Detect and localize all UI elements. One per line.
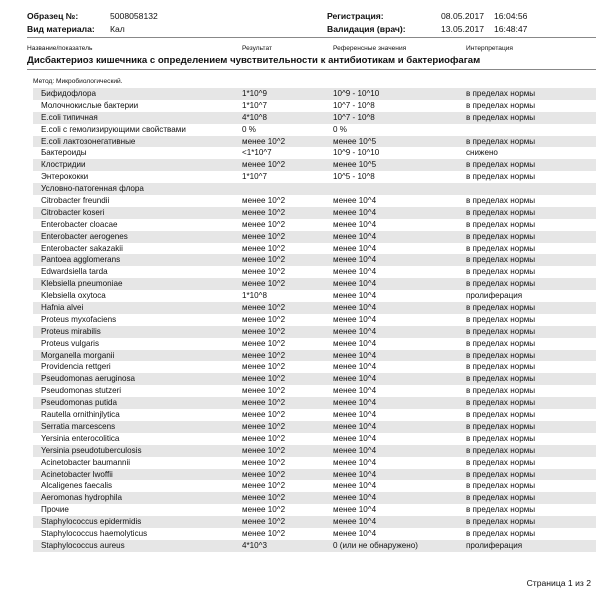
cell-name: E.coli типичная [41,112,98,122]
cell-result: менее 10^2 [242,410,286,420]
cell-interpretation: снижено [466,148,498,158]
table-row [33,469,596,481]
cell-interpretation: в пределах нормы [466,374,536,384]
table-row [33,433,596,445]
cell-result: менее 10^2 [242,303,286,313]
cell-interpretation: в пределах нормы [466,528,536,538]
cell-name: Morganella morganii [41,350,115,360]
sample-number: 5008058132 [110,11,158,21]
cell-reference: менее 10^4 [333,267,377,277]
cell-name: Proteus vulgaris [41,338,100,348]
cell-name: Citrobacter koseri [41,207,105,217]
cell-reference: менее 10^4 [333,410,377,420]
cell-interpretation: в пределах нормы [466,493,536,503]
cell-name: Staphylococcus haemolyticus [41,528,148,538]
cell-result: менее 10^2 [242,469,286,479]
cell-name: Klebsiella oxytoca [41,291,106,301]
cell-reference: менее 10^5 [333,136,377,146]
table-row [33,540,596,552]
cell-result: менее 10^2 [242,445,286,455]
cell-result: менее 10^2 [242,279,286,289]
table-row [33,480,596,492]
cell-result: менее 10^2 [242,362,286,372]
cell-interpretation: в пределах нормы [466,457,536,467]
cell-interpretation: в пределах нормы [466,196,536,206]
results-table [33,88,596,552]
table-row [33,361,596,373]
cell-name: Staphylococcus aureus [41,540,125,550]
table-row [33,88,596,100]
cell-interpretation: в пределах нормы [466,505,536,515]
cell-reference: менее 10^4 [333,362,377,372]
table-row [33,350,596,362]
table-row [33,492,596,504]
cell-name: Alcaligenes faecalis [41,481,113,491]
cell-interpretation: в пределах нормы [466,469,536,479]
table-row [33,445,596,457]
cell-reference: менее 10^4 [333,255,377,265]
table-row [33,397,596,409]
cell-reference: менее 10^4 [333,457,377,467]
cell-reference: менее 10^4 [333,433,377,443]
cell-reference: менее 10^4 [333,196,377,206]
table-row [33,243,596,255]
cell-interpretation: в пределах нормы [466,362,536,372]
cell-name: Бактероиды [41,148,87,158]
cell-name: Staphylococcus epidermidis [41,517,142,527]
cell-result: менее 10^2 [242,314,286,324]
cell-name: Proteus mirabilis [41,326,101,336]
cell-reference: менее 10^4 [333,469,377,479]
cell-result: менее 10^2 [242,505,286,515]
registration-label: Регистрация: [327,11,384,21]
table-row [33,409,596,421]
cell-reference: менее 10^4 [333,231,377,241]
cell-name: Pantoea agglomerans [41,255,121,265]
cell-reference: менее 10^4 [333,303,377,313]
report-title: Дисбактериоз кишечника с определением чувствительности к антибиотикам и бактериофагам [27,55,481,66]
cell-result: менее 10^2 [242,350,286,360]
cell-reference: 10^9 - 10^10 [333,89,380,98]
table-row [33,124,596,136]
cell-result: менее 10^2 [242,528,286,538]
column-header-name: Название/показатель [27,45,93,52]
cell-interpretation: в пределах нормы [466,267,536,277]
table-row [33,207,596,219]
cell-interpretation: в пределах нормы [466,207,536,217]
cell-reference: менее 10^4 [333,314,377,324]
cell-interpretation: в пределах нормы [466,386,536,396]
cell-result: менее 10^2 [242,207,286,217]
cell-name: Edwardsiella tarda [41,267,108,277]
cell-result: менее 10^2 [242,160,286,170]
cell-interpretation: в пределах нормы [466,136,536,146]
cell-reference: менее 10^4 [333,291,377,301]
cell-reference: менее 10^4 [333,386,377,396]
cell-interpretation: пролиферация [466,291,523,301]
cell-result: 4*10^3 [242,540,267,550]
cell-interpretation: в пределах нормы [466,279,536,289]
table-row [33,338,596,350]
cell-result: менее 10^2 [242,374,286,384]
cell-result: менее 10^2 [242,219,286,229]
cell-name: Rautella ornithinjlytica [41,410,120,420]
cell-interpretation: в пределах нормы [466,172,536,182]
sample-label: Образец №: [27,11,79,21]
cell-name: Молочнокислые бактерии [41,100,139,110]
title-divider [27,69,596,70]
cell-name: E.coli с гемолизирующими свойствами [41,124,186,134]
cell-name: Acinetobacter baumannii [41,457,131,467]
cell-reference: 10^9 - 10^10 [333,148,380,158]
cell-reference: менее 10^4 [333,505,377,515]
cell-result: менее 10^2 [242,231,286,241]
table-row [33,278,596,290]
table-row [33,457,596,469]
material-value: Кал [110,24,125,34]
cell-name: Энтерококки [41,172,89,182]
validation-time: 16:48:47 [494,24,528,34]
cell-name: Acinetobacter lwoffii [41,469,113,479]
cell-interpretation: в пределах нормы [466,481,536,491]
cell-name: Бифидофлора [41,89,97,98]
column-header-interpretation: Интерпретация [466,45,513,52]
cell-reference: менее 10^4 [333,421,377,431]
cell-result: менее 10^2 [242,326,286,336]
cell-result: менее 10^2 [242,433,286,443]
cell-interpretation: в пределах нормы [466,219,536,229]
cell-result: 1*10^9 [242,89,267,98]
cell-result: 1*10^7 [242,172,267,182]
table-row [33,231,596,243]
cell-reference: менее 10^4 [333,481,377,491]
table-row [33,219,596,231]
table-row [33,421,596,433]
column-header-reference: Референсные значения [333,45,407,52]
table-row [33,528,596,540]
cell-interpretation: в пределах нормы [466,89,536,98]
cell-result: 0 % [242,124,256,134]
cell-interpretation: в пределах нормы [466,350,536,360]
cell-result: менее 10^2 [242,517,286,527]
cell-interpretation: в пределах нормы [466,445,536,455]
table-row [33,254,596,266]
table-row [33,136,596,148]
cell-result: менее 10^2 [242,267,286,277]
cell-reference: менее 10^5 [333,160,377,170]
cell-reference: менее 10^4 [333,338,377,348]
cell-reference: менее 10^4 [333,445,377,455]
cell-result: менее 10^2 [242,196,286,206]
cell-name: Proteus myxofaciens [41,314,117,324]
cell-interpretation: в пределах нормы [466,398,536,408]
validation-label: Валидация (врач): [327,24,406,34]
cell-result: менее 10^2 [242,255,286,265]
validation-date: 13.05.2017 [441,24,485,34]
cell-interpretation: в пределах нормы [466,255,536,265]
cell-name: Условно-патогенная флора [41,184,144,194]
cell-reference: менее 10^4 [333,243,377,253]
cell-interpretation: в пределах нормы [466,112,536,122]
cell-interpretation: в пределах нормы [466,338,536,348]
cell-interpretation: в пределах нормы [466,410,536,420]
cell-name: E.coli лактозонегативные [41,136,136,146]
cell-result: менее 10^2 [242,398,286,408]
cell-reference: менее 10^4 [333,517,377,527]
cell-reference: 10^7 - 10^8 [333,100,375,110]
table-row [33,147,596,159]
column-header-result: Результат [242,45,272,52]
cell-reference: 10^7 - 10^8 [333,112,375,122]
method-label: Метод: Микробиологический. [33,78,123,85]
cell-name: Enterobacter cloacae [41,219,118,229]
cell-reference: менее 10^4 [333,493,377,503]
cell-interpretation: в пределах нормы [466,517,536,527]
cell-interpretation: в пределах нормы [466,421,536,431]
table-row [33,373,596,385]
table-row [33,171,596,183]
cell-result: менее 10^2 [242,136,286,146]
cell-name: Yersinia enterocolitica [41,433,120,443]
cell-reference: менее 10^4 [333,219,377,229]
table-row [33,385,596,397]
cell-interpretation: в пределах нормы [466,160,536,170]
cell-reference: 0 % [333,124,347,134]
cell-reference: менее 10^4 [333,374,377,384]
cell-interpretation: в пределах нормы [466,243,536,253]
cell-result: <1*10^7 [242,148,272,158]
cell-reference: менее 10^4 [333,279,377,289]
cell-name: Прочие [41,505,69,515]
material-label: Вид материала: [27,24,95,34]
cell-result: 4*10^8 [242,112,267,122]
cell-name: Aeromonas hydrophila [41,493,122,503]
cell-result: 1*10^8 [242,291,267,301]
cell-name: Hafnia alvei [41,303,84,313]
table-row [33,100,596,112]
table-row [33,504,596,516]
page-number: Страница 1 из 2 [526,578,591,588]
cell-result: менее 10^2 [242,338,286,348]
cell-reference: 0 (или не обнаружено) [333,540,418,550]
cell-name: Enterobacter sakazakii [41,243,123,253]
table-row [33,266,596,278]
cell-name: Enterobacter aerogenes [41,231,128,241]
table-row [33,195,596,207]
cell-reference: менее 10^4 [333,398,377,408]
registration-date: 08.05.2017 [441,11,485,21]
cell-interpretation: в пределах нормы [466,314,536,324]
cell-reference: менее 10^4 [333,528,377,538]
cell-name: Serratia marcescens [41,421,116,431]
cell-name: Yersinia pseudotuberculosis [41,445,142,455]
cell-name: Providencia rettgeri [41,362,111,372]
cell-result: менее 10^2 [242,386,286,396]
cell-name: Pseudomonas aeruginosa [41,374,136,384]
table-row [33,183,596,195]
cell-interpretation: в пределах нормы [466,303,536,313]
table-row [33,159,596,171]
cell-result: менее 10^2 [242,457,286,467]
table-row [33,302,596,314]
header-divider [27,37,596,38]
cell-result: 1*10^7 [242,100,267,110]
table-row [33,112,596,124]
cell-name: Citrobacter freundii [41,196,110,206]
cell-result: менее 10^2 [242,243,286,253]
cell-reference: менее 10^4 [333,207,377,217]
cell-reference: менее 10^4 [333,326,377,336]
cell-interpretation: в пределах нормы [466,231,536,241]
cell-interpretation: в пределах нормы [466,326,536,336]
cell-name: Клостридии [41,160,86,170]
registration-time: 16:04:56 [494,11,528,21]
table-row [33,516,596,528]
table-row [33,326,596,338]
cell-interpretation: в пределах нормы [466,433,536,443]
cell-interpretation: в пределах нормы [466,100,536,110]
cell-reference: 10^5 - 10^8 [333,172,375,182]
table-row [33,314,596,326]
cell-name: Pseudomonas stutzeri [41,386,122,396]
cell-result: менее 10^2 [242,481,286,491]
cell-result: менее 10^2 [242,493,286,503]
cell-reference: менее 10^4 [333,350,377,360]
cell-name: Klebsiella pneumoniae [41,279,123,289]
cell-result: менее 10^2 [242,421,286,431]
table-row [33,290,596,302]
cell-name: Pseudomonas putida [41,398,118,408]
cell-interpretation: пролиферация [466,540,523,550]
